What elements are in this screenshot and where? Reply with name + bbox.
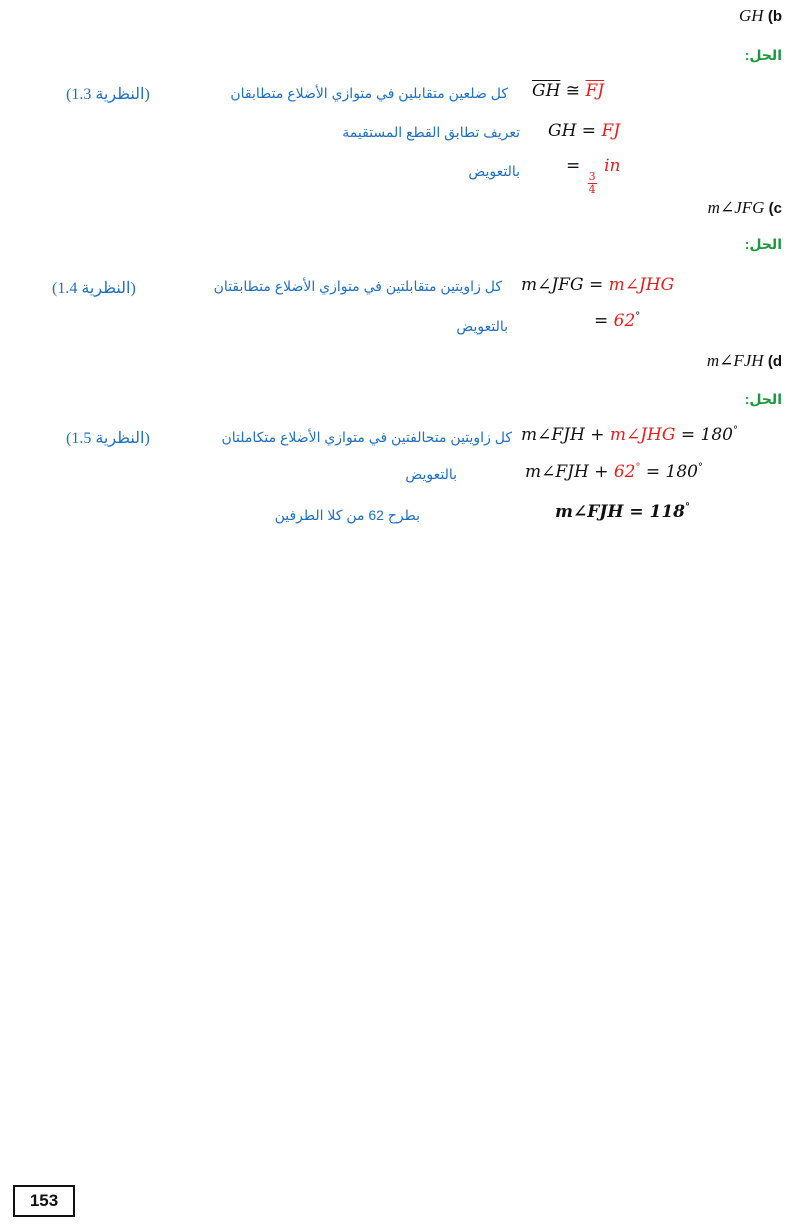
part-b-step-2-red: FJ — [601, 121, 621, 141]
part-b-step-2-reason: تعريف تطابق القطع المستقيمة — [342, 124, 520, 140]
part-d-step-3-reason: بطرح 62 من كلا الطرفين — [274, 507, 420, 523]
part-c-expression: m∠JFG — [707, 198, 765, 217]
part-b-title — [739, 6, 782, 26]
part-b-step-1-theorem: (النظرية 1.3) — [66, 86, 150, 103]
part-b-step-1-math — [532, 81, 604, 101]
part-d-step-1-theorem: (النظرية 1.5) — [66, 430, 150, 447]
angle-jhg: m∠JHG — [608, 275, 675, 295]
part-c-solution-label: الحل: — [744, 236, 782, 252]
degree-symbol: ° — [635, 462, 641, 473]
part-b-step-3-math — [566, 156, 620, 196]
part-b-step-2-lhs: GH = — [548, 121, 602, 141]
part-d-step-1-math — [521, 425, 738, 445]
fraction-denominator: 4 — [588, 183, 596, 196]
part-d-step-3-math — [555, 502, 690, 522]
part-c-step-1-math — [521, 275, 674, 295]
part-d-step-1-rhs: = 180 — [675, 425, 733, 445]
part-d-solution-label: الحل: — [744, 391, 782, 407]
segment-gh: $\overline{GH}$ — [532, 81, 561, 101]
part-c-step-1-theorem: (النظرية 1.4) — [52, 280, 136, 297]
part-d-step-2-reason: بالتعويض — [405, 466, 457, 482]
part-d-step-2-math — [525, 462, 703, 482]
angle-jhg-d: m∠JHG — [609, 425, 676, 445]
part-c-step-2-reason: بالتعويض — [456, 318, 508, 334]
part-c-title — [708, 198, 782, 218]
part-b-expression: GH — [739, 6, 764, 25]
part-c-step-2-math — [594, 311, 640, 331]
part-b-solution-label: الحل: — [744, 47, 782, 63]
part-b-step-1-reason: كل ضلعين متقابلين في متوازي الأضلاع متطابقان — [230, 85, 508, 101]
part-d-title — [707, 351, 782, 371]
part-c-letter: (c — [768, 200, 782, 217]
part-b-step-3-reason: بالتعويض — [468, 163, 520, 179]
part-d-step-1-lhs: m∠FJH + — [521, 425, 610, 445]
degree-symbol: ° — [698, 462, 703, 473]
fraction-numerator: 3 — [588, 170, 596, 183]
page-number-box — [13, 1185, 75, 1217]
segment-fj: $\overline{FJ}$ — [585, 81, 605, 101]
value-62-d: 62 — [613, 462, 636, 482]
unit-in: in — [604, 156, 621, 176]
degree-symbol: ° — [684, 502, 690, 513]
congruent-symbol: ≅ — [560, 81, 586, 101]
part-b-step-2-math — [548, 121, 620, 141]
part-c-step-1-lhs: m∠JFG = — [521, 275, 609, 295]
part-d-result: m∠FJH = 118 — [555, 502, 685, 522]
degree-symbol: ° — [732, 425, 738, 436]
value-62: 62 — [613, 311, 636, 331]
part-d-step-1-reason: كل زاويتين متحالفتين في متوازي الأضلاع متكاملتان — [221, 429, 512, 445]
part-d-step-2-lhs: m∠FJH + — [525, 462, 614, 482]
part-d-expression: m∠FJH — [706, 351, 764, 370]
part-d-step-2-rhs: = 180 — [640, 462, 698, 482]
page-number: 153 — [29, 1191, 59, 1210]
part-b-letter: (b — [767, 8, 782, 25]
part-c-step-1-reason: كل زاويتين متقابلتين في متوازي الأضلاع متطابقتان — [213, 278, 502, 294]
part-b-step-3-eq: = — [566, 156, 586, 176]
part-c-step-2-eq: = — [594, 311, 614, 331]
part-d-letter: (d — [767, 353, 782, 370]
degree-symbol: ° — [635, 311, 641, 322]
fraction-three-quarters — [588, 171, 597, 196]
